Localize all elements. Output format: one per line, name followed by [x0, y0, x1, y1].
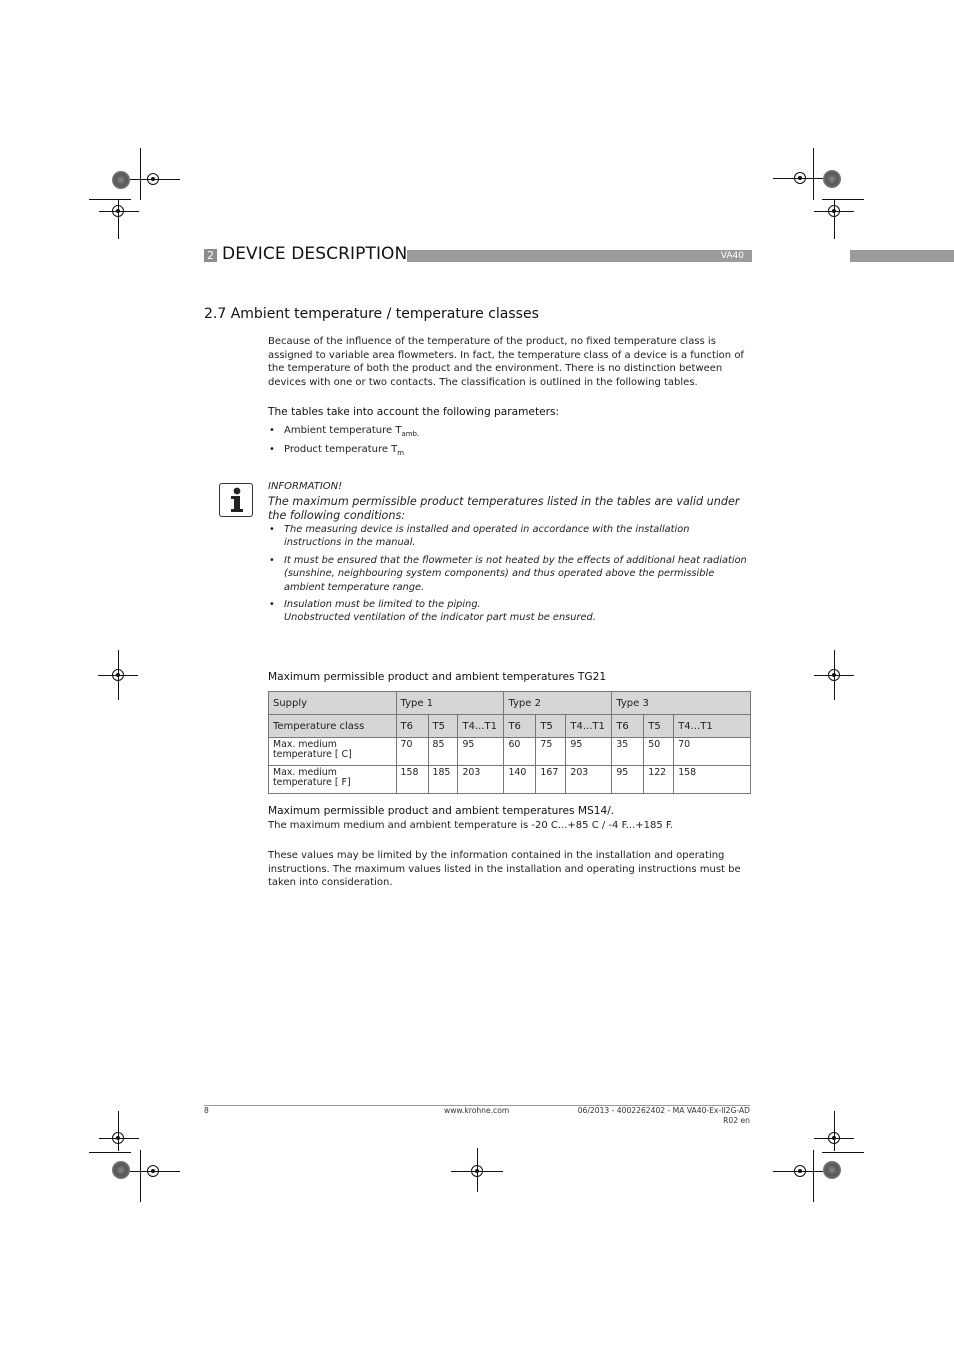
information-label: INFORMATION!	[268, 481, 343, 492]
class-cell: T6	[612, 715, 644, 738]
chapter-title: DEVICE DESCRIPTION	[222, 244, 408, 264]
information-item-line: (sunshine, neighbouring system components) and thus operated above the permissible	[284, 568, 715, 580]
information-heading-line: the following conditions:	[268, 508, 406, 522]
intro-paragraph	[268, 335, 748, 389]
header-bar-edge	[850, 250, 954, 262]
class-cell: T5	[644, 715, 674, 738]
table-row	[269, 738, 751, 766]
chapter-number-badge: 2	[204, 249, 217, 262]
class-cell: T6	[504, 715, 536, 738]
table-header-row	[269, 715, 751, 738]
value-cell: 70	[396, 738, 428, 766]
intro-line: Because of the influence of the temperature of the product, no fixed temperature class is	[268, 336, 716, 347]
row-label-line: temperature [ C]	[273, 749, 352, 760]
value-cell: 85	[428, 738, 458, 766]
value-cell: 158	[674, 766, 751, 794]
information-item-line: Insulation must be limited to the piping.	[284, 599, 481, 610]
header-bar	[407, 250, 752, 262]
class-cell: T5	[428, 715, 458, 738]
value-cell: 50	[644, 738, 674, 766]
type-header-cell: Type 1	[396, 692, 504, 715]
information-item-line: instructions in the manual.	[284, 537, 416, 549]
footer-website: www.krohne.com	[444, 1106, 510, 1115]
temperature-class-header-cell: Temperature class	[269, 715, 397, 738]
class-cell: T5	[536, 715, 566, 738]
value-cell: 158	[396, 766, 428, 794]
closing-line: instructions. The maximum values listed in the installation and operating instructions must be	[268, 863, 741, 875]
value-cell: 140	[504, 766, 536, 794]
bullet-icon: •	[269, 555, 275, 566]
information-item-line: ambient temperature range.	[284, 581, 425, 593]
ms14-text: The maximum medium and ambient temperature is -20 C...+85 C / -4 F...+185 F.	[268, 820, 674, 831]
section-title: 2.7 Ambient temperature / temperature classes	[204, 306, 539, 322]
information-item-line: Unobstructed ventilation of the indicator part must be ensured.	[284, 612, 596, 624]
parameter-subscript: amb.	[401, 430, 420, 438]
supply-header-cell: Supply	[269, 692, 397, 715]
class-cell: T4...T1	[566, 715, 612, 738]
parameter-text: Ambient temperature T	[284, 425, 402, 436]
closing-paragraph	[268, 849, 748, 890]
parameter-text: Product temperature T	[284, 444, 398, 455]
class-cell: T4...T1	[674, 715, 751, 738]
intro-line: assigned to variable area flowmeters. In fact, the temperature class of a device is a function of	[268, 349, 744, 361]
value-cell: 70	[674, 738, 751, 766]
row-label-line: Max. medium	[273, 767, 337, 778]
value-cell: 185	[428, 766, 458, 794]
type-header-cell: Type 3	[612, 692, 751, 715]
value-cell: 203	[566, 766, 612, 794]
footer-document-reference: 06/2013 - 4002262402 - MA VA40-Ex-II2G-AD R02 en	[577, 1106, 750, 1125]
closing-line: taken into consideration.	[268, 877, 393, 889]
information-icon	[219, 483, 253, 517]
page-number: 8	[204, 1106, 209, 1115]
value-cell: 35	[612, 738, 644, 766]
information-item-line: The measuring device is installed and operated in accordance with the installation	[284, 524, 690, 535]
value-cell: 75	[536, 738, 566, 766]
value-cell: 95	[566, 738, 612, 766]
bullet-icon: •	[269, 444, 275, 455]
row-label-line: temperature [ F]	[273, 777, 351, 788]
class-cell: T4...T1	[458, 715, 504, 738]
information-item-line: It must be ensured that the flowmeter is not heated by the effects of additional heat radiation	[284, 555, 747, 566]
parameter-subscript: m	[397, 449, 405, 457]
table-header-row	[269, 692, 751, 715]
information-heading	[268, 495, 748, 522]
row-label-line: Max. medium	[273, 739, 337, 750]
value-cell: 167	[536, 766, 566, 794]
temperature-table-tg21	[268, 691, 751, 794]
closing-line: These values may be limited by the information contained in the installation and operating	[268, 850, 725, 861]
information-heading-line: The maximum permissible product temperatures listed in the tables are valid under	[268, 495, 740, 508]
value-cell: 122	[644, 766, 674, 794]
value-cell: 203	[458, 766, 504, 794]
bullet-icon: •	[269, 524, 275, 535]
bullet-icon: •	[269, 599, 275, 610]
row-label-cell	[269, 766, 397, 794]
bullet-icon: •	[269, 425, 275, 436]
value-cell: 95	[612, 766, 644, 794]
document-code: VA40	[720, 251, 744, 261]
value-cell: 60	[504, 738, 536, 766]
type-header-cell: Type 2	[504, 692, 612, 715]
parameters-heading: The tables take into account the following parameters:	[268, 406, 560, 418]
intro-line: the temperature of both the product and the environment. There is no distinction between	[268, 363, 723, 375]
row-label-cell	[269, 738, 397, 766]
table-tg21-title: Maximum permissible product and ambient temperatures TG21	[268, 671, 607, 683]
ms14-heading: Maximum permissible product and ambient temperatures MS14/.	[268, 805, 615, 817]
value-cell: 95	[458, 738, 504, 766]
intro-line: devices with one or two contacts. The classification is outlined in the following tables.	[268, 376, 698, 388]
table-row	[269, 766, 751, 794]
class-cell: T6	[396, 715, 428, 738]
